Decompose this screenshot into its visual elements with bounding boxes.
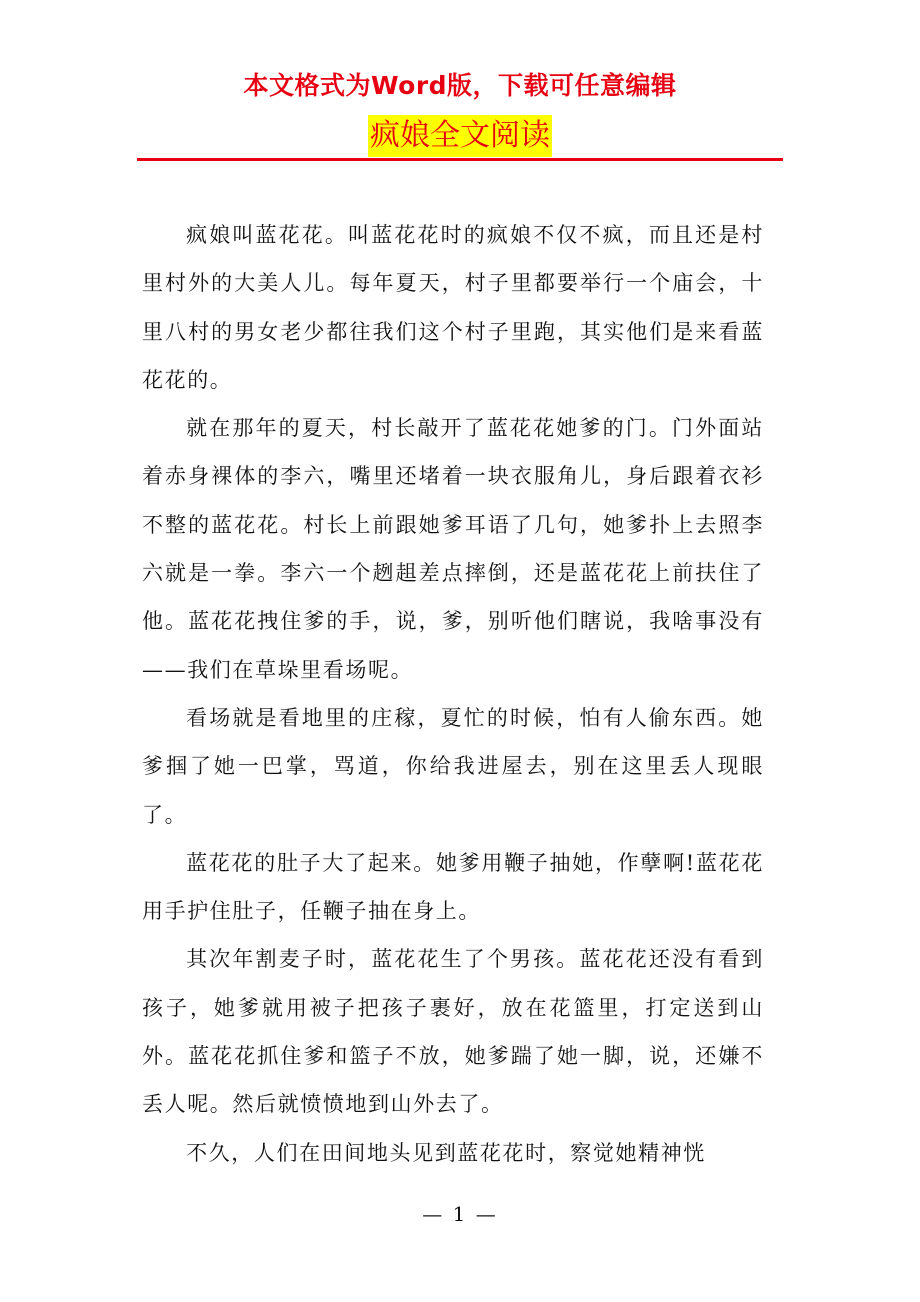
document-title: 疯娘全文阅读 [368, 115, 552, 157]
paragraph: 看场就是看地里的庄稼，夏忙的时候，怕有人偷东西。她爹掴了她一巴掌，骂道，你给我进屋去，别在这里丢人现眼了。 [142, 705, 764, 827]
page-number: — 1 — [422, 1202, 498, 1226]
paragraph: 其次年割麦子时，蓝花花生了个男孩。蓝花花还没有看到孩子，她爹就用被子把孩子裹好，放在花篮里，打定送到山外。蓝花花抓住爹和篮子不放，她爹踹了她一脚，说，还嫌不丢人呢。然后就愤愤地到山外去了。 [142, 947, 764, 1117]
paragraph: 疯娘叫蓝花花。叫蓝花花时的疯娘不仅不疯，而且还是村里村外的大美人儿。每年夏天，村子里都要举行一个庙会，十里八村的男女老少都往我们这个村子里跑，其实他们是来看蓝花花的。 [142, 223, 764, 392]
format-notice-banner: 本文格式为Word版，下载可任意编辑 [243, 71, 677, 100]
paragraph: 不久，人们在田间地头见到蓝花花时，察觉她精神恍 [186, 1140, 706, 1165]
article-body [142, 211, 764, 1177]
title-container [0, 115, 920, 157]
header-divider [137, 158, 783, 161]
paragraph: 就在那年的夏天，村长敲开了蓝花花她爹的门。门外面站着赤身裸体的李六，嘴里还堵着一块衣服角儿，身后跟着衣衫不整的蓝花花。村长上前跟她爹耳语了几句，她爹扑上去照李六就是一拳。李六一个趔趄差点摔倒，还是蓝花花上前扶住了他。蓝花花拽住爹的手，说，爹，别听他们瞎说，我啥事没有——我们在草垛里看场呢。 [142, 416, 764, 682]
paragraph: 蓝花花的肚子大了起来。她爹用鞭子抽她，作孽啊!蓝花花用手护住肚子，任鞭子抽在身上。 [142, 850, 764, 924]
